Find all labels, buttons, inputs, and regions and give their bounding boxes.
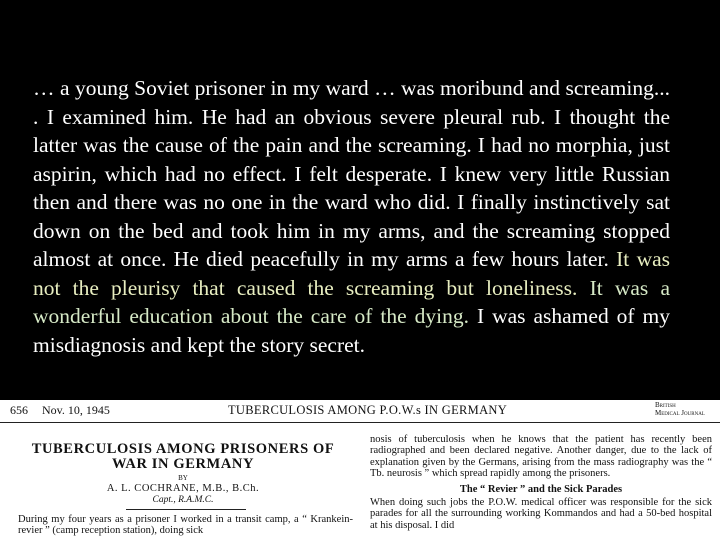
article-body-right: nosis of tuberculosis when he knows that the patient has recently been radiographed and been declared negative. Another danger, due to the lack of explanation given by the Germans, arising from the mass radiography was the “ Tb. neurosis ” which spread rapidly among the prisoners. xyxy=(370,434,712,480)
article-body-left: During my four years as a prisoner I worked in a transit camp, a “ Krankein-revier ” (camp reception station), doing sick xyxy=(18,514,353,536)
article-clipping xyxy=(0,400,720,540)
article-author-rank: Capt., R.A.M.C. xyxy=(152,495,214,505)
issue-date: Nov. 10, 1945 xyxy=(42,403,110,417)
title-divider xyxy=(126,509,246,510)
article-title: TUBERCULOSIS AMONG PRISONERS OF WAR IN GERMANY xyxy=(31,441,335,472)
article-body-right-2: When doing such jobs the P.O.W. medical officer was responsible for the sick parades for all the surrounding working Kommandos and had a 50-bed hospital at his disposal. I did xyxy=(370,497,712,531)
running-title: TUBERCULOSIS AMONG P.O.W.s IN GERMANY xyxy=(228,403,508,417)
page-number: 656 xyxy=(10,403,28,417)
journal-name-line2: Medical Journal xyxy=(655,409,705,417)
quote-part-highlight-loneliness: It was not the pleurisy that caused the screaming but loneliness. xyxy=(33,247,671,300)
article-running-header xyxy=(0,400,720,423)
article-author: A. L. COCHRANE, M.B., B.Ch. xyxy=(106,483,260,494)
journal-name xyxy=(655,401,715,417)
article-by: BY xyxy=(178,474,188,482)
article-right-column xyxy=(370,434,712,531)
journal-name-line1: British xyxy=(655,401,676,409)
quote-text xyxy=(33,74,670,359)
quote-part-highlight-education: It was a wonderful education about the care of the dying. xyxy=(33,275,670,328)
quote-part-ending: I was ashamed of my misdiagnosis and kept the story secret. xyxy=(33,304,671,357)
quote-part-main: … a young Soviet prisoner in my ward … was moribund and screaming... . I examined him. He had an obvious severe pleural rub. I thought the latter was the cause of the pain and the screaming. I had no morphia, just aspirin, which had no effect. I felt desperate. I knew very little Russian then and there was no one in the ward who did. I finally instinctively sat down on the bed and took him in my arms, and the screaming stopped almost at once. He died peacefully in my arms a few hours later. xyxy=(33,76,670,271)
section-heading: The “ Revier ” and the Sick Parades xyxy=(459,483,623,495)
article-left-column xyxy=(18,426,353,536)
